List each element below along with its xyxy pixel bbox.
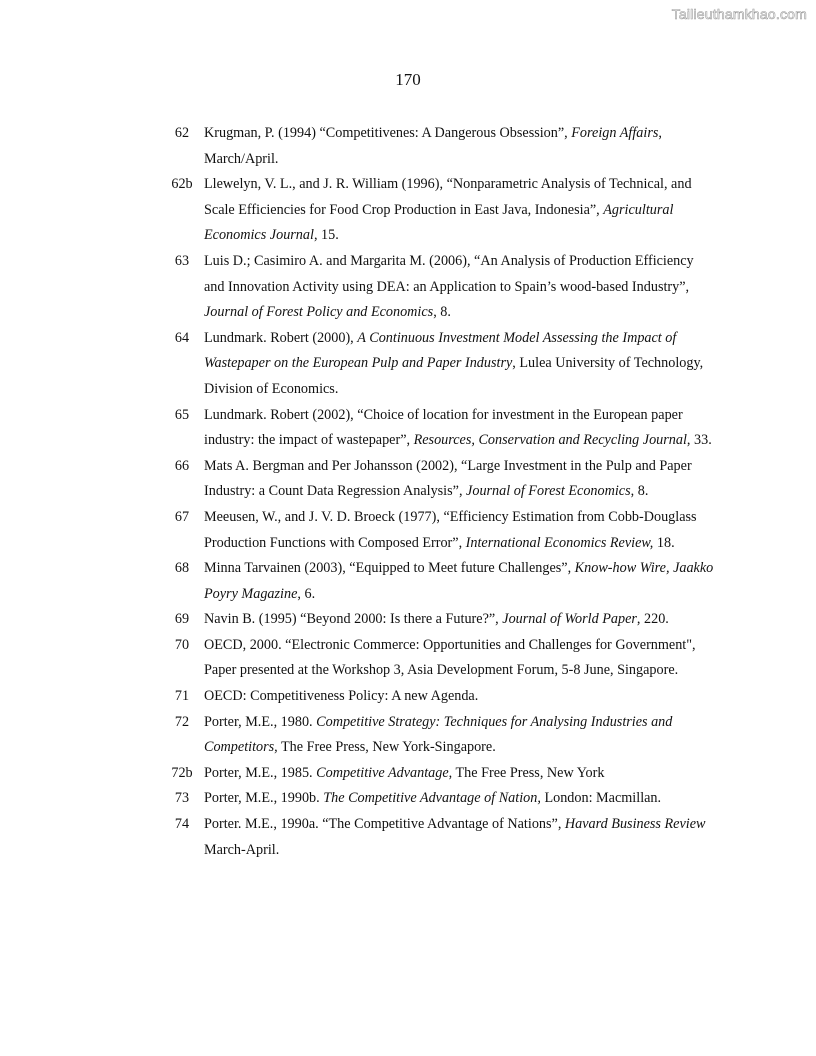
reference-text-part: London: Macmillan. bbox=[540, 790, 662, 807]
reference-italic-title: International Economics Review, bbox=[465, 534, 654, 551]
page-number: 170 bbox=[395, 70, 421, 89]
reference-number: 62b bbox=[171, 176, 193, 193]
reference-item bbox=[160, 249, 716, 326]
reference-text-part: , Lulea University of Technology, Division of Economics. bbox=[204, 355, 704, 397]
reference-item bbox=[160, 505, 716, 556]
reference-text-part: , 220. bbox=[636, 611, 669, 628]
reference-text-part: OECD: Competitiveness Policy: A new Agenda. bbox=[204, 688, 479, 705]
reference-text-part: Porter, M.E., 1980. bbox=[204, 713, 317, 730]
reference-text-part: Luis D.; Casimiro A. and Margarita M. (2006), “An Analysis of Production Efficiency and Innovation Activity using DEA: an Application to Spain’s wood-based Industry”, bbox=[204, 252, 694, 295]
reference-item bbox=[160, 761, 716, 787]
reference-text-part: , March/April. bbox=[204, 125, 662, 167]
reference-italic-title: Resources, Conservation and Recycling Journal bbox=[413, 432, 687, 449]
reference-number: 74 bbox=[174, 816, 190, 833]
reference-text bbox=[204, 505, 716, 556]
reference-item bbox=[160, 403, 716, 454]
reference-text bbox=[204, 710, 716, 761]
reference-number: 65 bbox=[174, 406, 190, 423]
reference-number: 68 bbox=[174, 560, 190, 577]
reference-italic-title: Journal of Forest Economics bbox=[466, 483, 631, 500]
reference-text bbox=[204, 633, 716, 684]
reference-number: 71 bbox=[174, 688, 190, 705]
reference-list bbox=[160, 121, 716, 863]
reference-text-part: Krugman, P. (1994) “Competitivenes: A Dangerous Obsession”, bbox=[204, 125, 572, 141]
reference-italic-title: The Competitive Advantage of Nation, bbox=[323, 790, 541, 807]
reference-item bbox=[160, 454, 716, 505]
reference-text bbox=[204, 812, 716, 863]
reference-item bbox=[160, 556, 716, 607]
reference-text-part: OECD, 2000. “Electronic Commerce: Opportunities and Challenges for Government", Paper presented at the Workshop 3, Asia Development Forum, 5-8 June, Singapore. bbox=[204, 636, 696, 679]
reference-text-part: Porter. M.E., 1990a. “The Competitive Advantage of Nations”, bbox=[204, 816, 565, 833]
reference-italic-title: Foreign Affairs bbox=[571, 125, 659, 141]
reference-italic-title: Competitive Strategy: Techniques for Analysing Industries and Competitors bbox=[204, 713, 673, 756]
reference-text bbox=[204, 121, 716, 172]
reference-text-part: Navin B. (1995) “Beyond 2000: Is there a Future?”, bbox=[204, 611, 503, 628]
reference-italic-title: Journal of Forest Policy and Economics bbox=[204, 304, 434, 321]
reference-text-part: , The Free Press, New York-Singapore. bbox=[274, 739, 496, 756]
reference-text-part: 18. bbox=[653, 534, 675, 551]
watermark: Tailieuthamkhao.com bbox=[671, 6, 807, 22]
reference-text-part: Porter, M.E., 1990b. bbox=[204, 790, 324, 807]
reference-text-part: , 6. bbox=[297, 585, 316, 602]
reference-text-part: March-April. bbox=[204, 841, 280, 858]
reference-text-part: Lundmark. Robert (2002), “Choice of location for investment in the European paper industry: the impact of wastepaper”, bbox=[204, 406, 683, 449]
reference-item bbox=[160, 633, 716, 684]
reference-italic-title: Havard Business Review bbox=[564, 816, 706, 833]
reference-number: 73 bbox=[174, 790, 190, 807]
reference-text bbox=[204, 249, 716, 326]
reference-number: 70 bbox=[174, 636, 190, 653]
reference-text-part: , 33. bbox=[686, 432, 712, 449]
reference-text-part: Meeusen, W., and J. V. D. Broeck (1977), “Efficiency Estimation from Cobb-Douglass Production Functions with Composed Error”, bbox=[204, 508, 697, 551]
reference-text bbox=[204, 172, 716, 249]
reference-text bbox=[204, 403, 716, 454]
reference-number: 66 bbox=[174, 457, 190, 474]
reference-italic-title: Journal of World Paper bbox=[502, 611, 637, 628]
reference-item bbox=[160, 607, 716, 633]
reference-item bbox=[160, 812, 716, 863]
reference-italic-title: Competitive Advantage bbox=[316, 764, 449, 781]
reference-item bbox=[160, 326, 716, 403]
reference-text bbox=[204, 684, 716, 710]
reference-text bbox=[204, 454, 716, 505]
reference-item bbox=[160, 684, 716, 710]
reference-number: 69 bbox=[174, 611, 190, 628]
reference-text-part: , 8. bbox=[630, 483, 649, 500]
reference-text bbox=[204, 786, 716, 812]
reference-item bbox=[160, 121, 716, 172]
reference-text-part: Lundmark. Robert (2000), bbox=[204, 329, 358, 346]
reference-number: 64 bbox=[174, 329, 190, 346]
reference-italic-title: Know-how Wire, Jaakko Poyry Magazine bbox=[204, 560, 714, 602]
reference-text-part: Minna Tarvainen (2003), “Equipped to Meet future Challenges”, bbox=[204, 560, 575, 577]
reference-text bbox=[204, 326, 716, 403]
reference-text-part: , 15. bbox=[313, 227, 339, 244]
reference-item bbox=[160, 710, 716, 761]
reference-italic-title: A Continuous Investment Model Assessing the Impact of Wastepaper on the European Pulp and Paper Industry bbox=[204, 329, 677, 372]
reference-text bbox=[204, 607, 716, 633]
reference-item bbox=[160, 172, 716, 249]
reference-text bbox=[204, 556, 716, 607]
reference-number: 63 bbox=[174, 252, 190, 269]
reference-text-part: , 8. bbox=[433, 304, 451, 321]
reference-number: 72b bbox=[171, 764, 193, 781]
reference-text-part: Mats A. Bergman and Per Johansson (2002), “Large Investment in the Pulp and Paper Industry: a Count Data Regression Analysis”, bbox=[204, 457, 692, 500]
reference-item bbox=[160, 786, 716, 812]
reference-text-part: Porter, M.E., 1985. bbox=[204, 764, 317, 781]
reference-number: 62 bbox=[174, 125, 190, 141]
reference-text-part: Llewelyn, V. L., and J. R. William (1996), “Nonparametric Analysis of Technical, and Scale Efficiencies for Food Crop Production in East Java, Indonesia”, bbox=[204, 176, 692, 218]
reference-text-part: , The Free Press, New York bbox=[448, 764, 605, 781]
reference-text bbox=[204, 761, 716, 787]
reference-number: 67 bbox=[174, 508, 190, 525]
reference-italic-title: Agricultural Economics Journal bbox=[204, 201, 674, 244]
reference-number: 72 bbox=[174, 713, 190, 730]
